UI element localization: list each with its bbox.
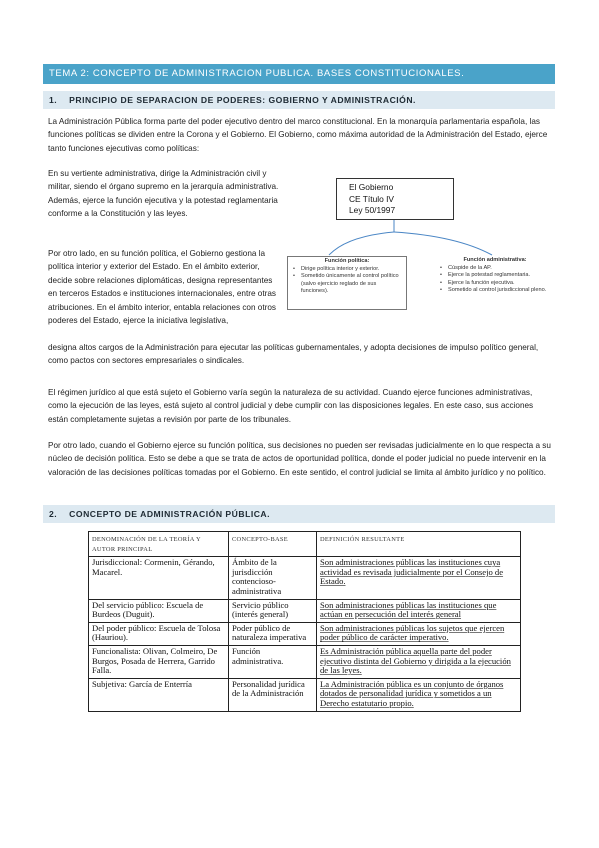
table-cell-theory: Funcionalista: Olivan, Colmeiro, De Burgos, Posada de Herrera, Garrido Falla. — [89, 645, 229, 678]
table-header-cell: DEFINICIÓN RESULTANTE — [317, 532, 521, 557]
table-cell-concept: Servicio público (interés general) — [229, 599, 317, 622]
funcion-administrativa-title: Función administrativa: — [463, 257, 527, 263]
table-cell-concept: Personalidad jurídica de la Administración — [229, 678, 317, 711]
gobierno-box-line: CE Título IV — [349, 193, 394, 204]
paragraph-judicial-control: Por otro lado, cuando el Gobierno ejerce su función política, sus decisiones no pueden ser revisadas judicialmente en lo que respecta a su núcleo de decisión política. Esto se debe a que se trata de actos de oportunidad política, donde el poder judicial no puede intervenir en la valoración de las decisiones políticas tomadas por el Gobierno. En este sentido, el control judicial se limita al ámbito jurídico y no político. — [48, 441, 551, 477]
table-cell-concept: Función administrativa. — [229, 645, 317, 678]
section-2-title: CONCEPTO DE ADMINISTRACIÓN PÚBLICA. — [69, 509, 271, 519]
theories-table — [88, 531, 521, 712]
gobierno-diagram — [287, 174, 555, 312]
table-row — [89, 557, 521, 599]
funcion-politica-item: • Dirige política interior y exterior. — [291, 266, 403, 274]
paragraph-intro: La Administración Pública forma parte del poder ejecutivo dentro del marco constitucional. En la monarquía parlamentaria española, las funciones políticas se dividen entre la Corona y el Gobierno. El Gobierno, como máxima autoridad de la Administración del Estado, ejerce tanto funciones ejecutivas como políticas: — [48, 117, 548, 153]
table-row — [89, 645, 521, 678]
table-cell-theory: Del servicio público: Escuela de Burdeos (Duguit). — [89, 599, 229, 622]
table-header-cell: DENOMINACIÓN DE LA TEORÍA Y AUTOR PRINCIPAL — [89, 532, 229, 557]
funcion-administrativa-item: • Ejerce la potestad reglamentaria. — [438, 272, 552, 280]
funcion-politica-title: Función política: — [324, 258, 370, 264]
paragraph-legal-regime: El régimen jurídico al que está sujeto el Gobierno varía según la naturaleza de su actividad. Cuando ejerce funciones administrativas, como la ejecución de las leyes, está sujeto al control judicial y debe cumplir con las disposiciones legales. En este caso, sus acciones están completamente sujetas a revisión por parte de los tribunales. — [48, 388, 534, 424]
table-header-cell: CONCEPTO-BASE — [229, 532, 317, 557]
gobierno-box-line: El Gobierno — [349, 182, 394, 192]
table-cell-theory: Jurisdiccional: Cormenin, Gérando, Macarel. — [89, 557, 229, 599]
funcion-administrativa-item: • Ejerce la función ejecutiva. — [438, 280, 552, 288]
section-1-number: 1. — [49, 95, 58, 105]
table-row — [89, 678, 521, 711]
paragraph-administrative-role: En su vertiente administrativa, dirige la Administración civil y militar, siendo el órgano supremo en la jerarquía administrativa. Además, ejerce la función ejecutiva y la potestad reglamentaria conforme a la Constitución y las leyes. — [48, 169, 279, 219]
section-2-number: 2. — [49, 509, 58, 519]
table-cell-definition: Son administraciones públicas las instituciones que actúan en persecución del interés general — [317, 599, 521, 622]
table-cell-definition: La Administración pública es un conjunto de órganos dotados de personalidad jurídica y sometidos a un Derecho estatutario propio. — [317, 678, 521, 711]
table-cell-definition: Son administraciones públicas los sujetos que ejercen poder público de carácter imperativo. — [317, 622, 521, 645]
paragraph-political-role: Por otro lado, en su función política, el Gobierno gestiona la política interior y exterior del Estado. En el ámbito exterior, decide sobre relaciones diplomáticas, designa representantes en terceros Estados e instituciones internacionales, entre otras atribuciones. En el ámbito interior, entabla relaciones con otros poderes del Estado, ejerce la iniciativa legislativa, — [48, 249, 277, 326]
funcion-administrativa-box — [435, 256, 555, 306]
section-2-heading — [43, 505, 555, 523]
topic-banner: TEMA 2: CONCEPTO DE ADMINISTRACION PUBLICA. BASES CONSTITUCIONALES. — [43, 64, 555, 84]
theories-table-wrapper — [88, 531, 520, 778]
table-row — [89, 622, 521, 645]
table-cell-theory: Del poder público: Escuela de Tolosa (Hauriou). — [89, 622, 229, 645]
gobierno-box-line: Ley 50/1997 — [349, 205, 396, 215]
funcion-politica-box — [287, 256, 407, 310]
table-cell-definition: Es Administración pública aquella parte del poder ejecutivo distinta del Gobierno y dirigida a la ejecución de las leyes. — [317, 645, 521, 678]
table-cell-definition: Son administraciones públicas las instituciones cuya actividad es revisada judicialmente por el Consejo de Estado. — [317, 557, 521, 599]
table-row — [89, 599, 521, 622]
paragraph-political-role-continued: designa altos cargos de la Administración para ejecutar las políticas gubernamentales, y adopta decisiones de impulso político general, como pactos con sectores empresariales o sindicales. — [48, 343, 539, 366]
table-header-row — [89, 532, 521, 557]
funcion-politica-item: • Sometido únicamente al control político (salvo ejercicio reglado de sus funciones). — [291, 273, 403, 296]
section-1-title: PRINCIPIO DE SEPARACION DE PODERES: GOBIERNO Y ADMINISTRACIÓN. — [69, 95, 416, 105]
table-cell-concept: Ámbito de la jurisdicción contencioso-administrativa — [229, 557, 317, 599]
funcion-administrativa-item: • Cúspide de la AP. — [438, 265, 552, 273]
funcion-administrativa-item: • Sometido al control jurisdiccional pleno. — [438, 287, 552, 295]
diagram-connectors — [287, 174, 555, 264]
section-1-heading — [43, 91, 555, 109]
table-cell-concept: Poder público de naturaleza imperativa — [229, 622, 317, 645]
table-cell-theory: Subjetiva: García de Enterría — [89, 678, 229, 711]
